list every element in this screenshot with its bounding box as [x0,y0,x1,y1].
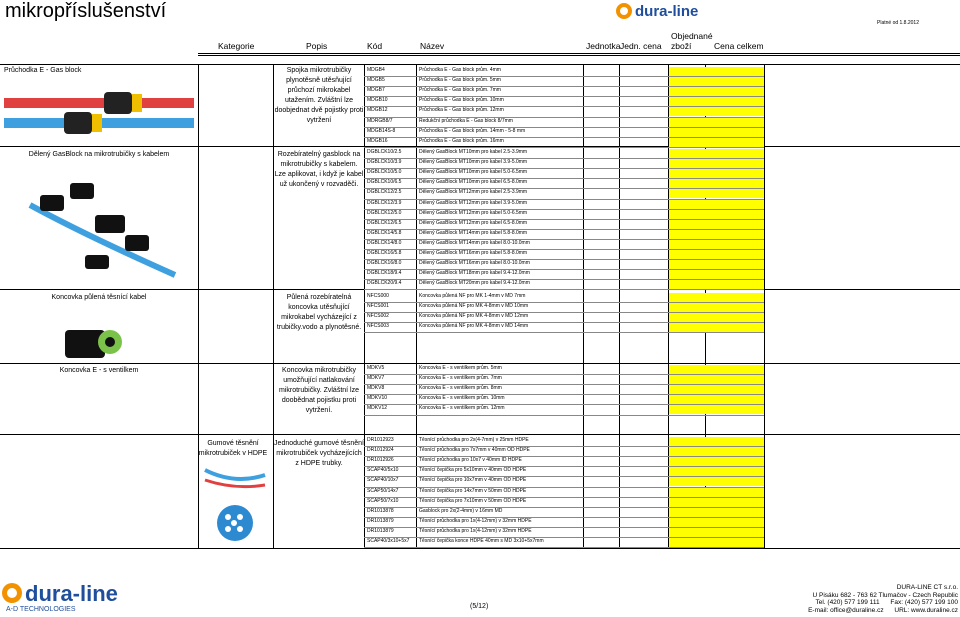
row-divider [364,147,764,148]
product-code: SCAP40/3x10+5x7 [367,538,410,544]
product-name: Dělený GasBlock MT12mm pro kabel 6.5-8.0mm [419,219,528,226]
product-code: DGBLCK10/6.5 [367,179,402,186]
section-line [0,434,960,435]
product-name: Těsnící průchodka pro 1x(4-12mm) v 32mm HDPE [419,527,532,534]
product-code: DR1012924 [367,447,394,454]
product-name: Dělený GasBlock MT14mm pro kabel 5.8-8.0mm [419,229,528,236]
product-code: MDKV10 [367,395,388,402]
order-quantity-cell[interactable] [669,518,764,527]
product-code: DR1012923 [367,437,394,443]
description-gas-block: Spojka mikrotrubičky plynotěsně utěsňující průchozí mikrokabel utažením. Zvláštní lze doobjednat dvě pojistky proti vytržení [274,67,364,124]
gas-block-photo [4,78,194,144]
product-name: Koncovka E - s ventilkem prům. 7mm [419,375,502,382]
order-quantity-cell[interactable] [669,210,764,219]
order-quantity-cell[interactable] [669,528,764,537]
product-name: Dělený GasBlock MT20mm pro kabel 9.4-12.0mm [419,280,530,287]
gumove-tesneni-photo [200,465,270,545]
product-name: Průchodka E - Gas block prům. 16mm [419,137,504,144]
category-koncovka-ventilek: Koncovka E - s ventilkem [59,367,139,374]
header-cena-celkem: Cena celkem [714,41,764,51]
product-name: Dělený GasBlock MT10mm pro kabel 6.5-8.0mm [419,179,528,186]
order-quantity-cell[interactable] [669,375,764,384]
product-name: Redukční průchodka E - Gas block 8/7mm [419,117,513,124]
footer-tel: Tel. (420) 577 199 111 [815,599,880,607]
product-code: NFCS000 [367,293,389,299]
order-quantity-cell[interactable] [669,467,764,476]
footer-logo-text: dura-line [25,581,118,606]
product-code: DR1013879 [367,527,394,534]
product-name: Gasblock pro 2x(2-4mm) v 16mm MD [419,507,503,514]
header-jednotka: Jednotka [586,41,621,51]
order-quantity-cell[interactable] [669,488,764,497]
product-code: MDRGB8/7 [367,117,393,124]
product-name: Koncovka půlená NF pro MK 1-4mm v MD 7mm [419,293,526,299]
header-objednane: Objednané [671,31,713,41]
description-deleny-gasblock: Rozebíratelný gasblock na mikrotrubičky s kabelem. Lze aplikovat, i když je kabel už ukončený v rozvaděči. [274,151,364,188]
order-quantity-cell[interactable] [669,477,764,486]
header-kategorie: Kategorie [218,41,255,51]
order-quantity-cell[interactable] [669,77,764,86]
product-name: Dělený GasBlock MT12mm pro kabel 3.9-5.0mm [419,199,528,206]
product-code: MDGB5 [367,77,385,84]
category-gas-block: Průchodka E - Gas block [4,67,82,74]
product-code: DR1013878 [367,507,394,514]
product-code: MDKV5 [367,365,385,371]
row-divider [364,547,764,548]
order-quantity-cell[interactable] [669,128,764,137]
header-zbozi: zboží [671,41,692,51]
category-gumove-tesneni: Gumové těsnění mikrotrubiček v HDPE [198,440,268,457]
column-divider [198,64,199,548]
product-name: Koncovka E - s ventilkem prům. 5mm [419,365,502,371]
row-divider [364,332,764,333]
header-divider-2 [198,55,960,56]
order-quantity-cell[interactable] [669,87,764,96]
header-popis: Popis [306,41,328,51]
product-code: MDKV8 [367,385,385,392]
product-name: Průchodka E - Gas block prům. 7mm [419,87,501,94]
product-code: SCAP40/5x10 [367,467,399,474]
product-code: SCAP50/14x7 [367,487,399,494]
footer-address: U Pisáku 682 - 763 62 Tlumačov - Czech Republic [812,591,958,599]
order-quantity-cell[interactable] [669,240,764,249]
order-quantity-cell[interactable] [669,118,764,127]
page-number: (5/12) [470,603,489,610]
footer-logo [0,580,152,612]
product-name: Průchodka E - Gas block prům. 4mm [419,67,501,73]
product-code: NFCS003 [367,323,389,330]
order-quantity-cell[interactable] [669,138,764,147]
product-name: Těsnící čepička konce HDPE 40mm s MD 3x10+5x7mm [419,538,544,544]
order-quantity-cell[interactable] [669,280,764,289]
order-quantity-cell[interactable] [669,189,764,198]
order-quantity-cell[interactable] [669,179,764,188]
page-title: mikropříslušenství [5,0,167,22]
order-quantity-cell[interactable] [669,457,764,466]
footer-fax: Fax: (420) 577 199 100 [890,599,958,607]
product-code: MDKV7 [367,375,385,382]
order-quantity-cell[interactable] [669,230,764,239]
product-name: Těsnící průchodka pro 1x(4-12mm) v 32mm HDPE [419,517,532,524]
product-name: Dělený GasBlock MT10mm pro kabel 2.5-3.9mm [419,149,528,155]
product-name: Dělený GasBlock MT14mm pro kabel 8.0-10.0mm [419,239,530,246]
order-quantity-cell[interactable] [669,385,764,394]
product-code: MDGB16 [367,137,388,144]
product-code: DGBLCK18/9.4 [367,270,402,277]
order-quantity-cell[interactable] [669,323,764,332]
product-code: NFCS002 [367,313,389,320]
description-gumove-tesneni: Jednoduché gumové těsnění mikrotrubiček vycházejících z HDPE trubky. [274,440,364,467]
order-quantity-cell[interactable] [669,303,764,312]
order-quantity-cell[interactable] [669,538,764,547]
product-name: Dělený GasBlock MT16mm pro kabel 8.0-10.0mm [419,260,530,267]
product-code: DR1012926 [367,457,394,464]
order-quantity-cell[interactable] [669,270,764,279]
category-deleny-gasblock: Dělený GasBlock na mikrotrubičky s kabelem [28,151,170,158]
header-divider [198,53,960,54]
footer-web-row [808,607,958,615]
order-quantity-cell[interactable] [669,200,764,209]
product-name: Dělený GasBlock MT12mm pro kabel 5.0-6.5mm [419,209,528,216]
product-name: Těsnící čepička pro 7x10mm v 50mm OD HDPE [419,497,527,504]
product-name: Koncovka půlená NF pro MK 4-8mm v MD 14mm [419,323,529,330]
header-jedn-cena: Jedn. cena [620,41,662,51]
product-name: Těsnící čepička pro 14x7mm v 50mm OD HDPE [419,487,527,494]
section-line [0,363,960,364]
product-code: DGBLCK14/5.8 [367,229,402,236]
footer-phone-row [808,599,958,607]
header-kod: Kód [367,41,383,51]
footer-contact [808,584,958,614]
product-name: Dělený GasBlock MT12mm pro kabel 2.5-3.9mm [419,189,528,196]
product-code: DGBLCK12/5.0 [367,209,402,216]
product-code: DR1013879 [367,517,394,524]
product-name: Průchodka E - Gas block prům. 5mm [419,77,501,84]
footer-logo-sub: A-D TECHNOLOGIES [6,606,76,612]
product-code: DGBLCK10/3.9 [367,159,402,166]
product-name: Dělený GasBlock MT10mm pro kabel 3.9-5.0mm [419,159,528,166]
product-code: DGBLCK12/2.5 [367,189,402,196]
header-logo-text: dura-line [635,3,699,20]
product-name: Dělený GasBlock MT10mm pro kabel 5.0-6.5mm [419,169,528,176]
description-koncovka-ventilek: Koncovka mikrotrubičky umožňující natlakování mikrotrubičky. Zvláštní lze doobědnat pojistku proti vytržení. [279,367,359,414]
order-quantity-cell[interactable] [669,169,764,178]
product-code: SCAP50/7x10 [367,497,399,504]
order-quantity-cell[interactable] [669,405,764,414]
order-quantity-cell[interactable] [669,498,764,507]
column-divider [764,64,765,548]
product-code: MDGB7 [367,87,385,94]
product-name: Průchodka E - Gas block prům. 14mm - 5-8 mm [419,127,526,134]
product-name: Těsnící čepička pro 5x10mm v 40mm OD HDPE [419,467,527,474]
product-code: DGBLCK10/5.0 [367,169,402,176]
product-code: SCAP40/10x7 [367,477,399,484]
validity-date: Platné od 1.8.2012 [877,20,919,26]
order-quantity-cell[interactable] [669,260,764,269]
product-name: Průchodka E - Gas block prům. 10mm [419,97,504,104]
order-quantity-cell[interactable] [669,447,764,456]
section-line [0,548,960,549]
row-divider [364,289,764,290]
order-quantity-cell[interactable] [669,159,764,168]
product-code: DGBLCK14/8.0 [367,239,402,246]
product-code: DGBLCK12/3.9 [367,199,402,206]
order-quantity-cell[interactable] [669,67,764,76]
deleny-gasblock-photo [25,175,180,285]
product-name: Koncovka půlená NF pro MK 4-8mm v MD 10mm [419,303,529,310]
order-quantity-cell[interactable] [669,149,764,158]
order-quantity-cell[interactable] [669,395,764,404]
order-quantity-cell[interactable] [669,313,764,322]
section-line [0,64,198,65]
product-name: Koncovka půlená NF pro MK 4-8mm v MD 12mm [419,313,529,320]
product-name: Koncovka E - s ventilkem prům. 10mm [419,395,505,402]
order-quantity-cell[interactable] [669,107,764,116]
header-nazev: Název [420,41,445,51]
product-code: MDGB14S-8 [367,127,396,134]
section-line [198,64,960,65]
product-code: DGBLCK12/6.5 [367,219,402,226]
koncovka-pulena-photo [55,320,135,360]
product-code: MDGB10 [367,97,388,104]
product-name: Těsnící průchodka pro 2x(4-7mm) v 25mm HDPE [419,437,529,443]
product-name: Těsnící průchodka pro 10x7 v 40mm ID HDPE [419,457,522,464]
product-name: Průchodka E - Gas block prům. 12mm [419,107,504,114]
product-name: Dělený GasBlock MT16mm pro kabel 5.8-8.0mm [419,250,528,256]
footer-url: URL: www.duraline.cz [894,606,958,614]
product-code: NFCS001 [367,303,389,310]
footer-email: E-mail: office@duraline.cz [808,606,884,614]
product-name: Dělený GasBlock MT18mm pro kabel 9.4-12.0mm [419,270,530,277]
order-quantity-cell[interactable] [669,97,764,106]
product-code: MDKV12 [367,405,388,412]
order-quantity-cell[interactable] [669,365,764,374]
category-koncovka-pulena: Koncovka půlená těsnící kabel [51,294,147,301]
product-code: DGBLCK16/8.0 [367,260,402,267]
product-code: DGBLCK20/9.4 [367,280,402,287]
product-code: MDGB12 [367,107,388,114]
dura-line-logo [614,1,709,21]
product-name: Těsnící čepička pro 10x7mm v 40mm OD HDPE [419,477,527,484]
product-name: Koncovka E - s ventilkem prům. 12mm [419,405,505,412]
product-code: MDGB4 [367,67,385,73]
footer-company: DURA-LINE CT s.r.o. [896,584,958,591]
order-quantity-cell[interactable] [669,250,764,259]
order-quantity-cell[interactable] [669,437,764,446]
product-code: DGBLCK10/2.5 [367,149,402,155]
row-divider [364,415,764,416]
order-quantity-cell[interactable] [669,220,764,229]
order-quantity-cell[interactable] [669,508,764,517]
description-koncovka-pulena: Půlená rozebíratelná koncovka utěsňující mikrokabel vycházející z trubičky.vodo a plynotěsné. [276,294,362,331]
product-code: DGBLCK16/5.8 [367,250,402,256]
order-quantity-cell[interactable] [669,293,764,302]
product-name: Těsnící průchodka pro 7x7mm v 40mm OD HDPE [419,447,530,454]
product-name: Koncovka E - s ventilkem prům. 8mm [419,385,502,392]
